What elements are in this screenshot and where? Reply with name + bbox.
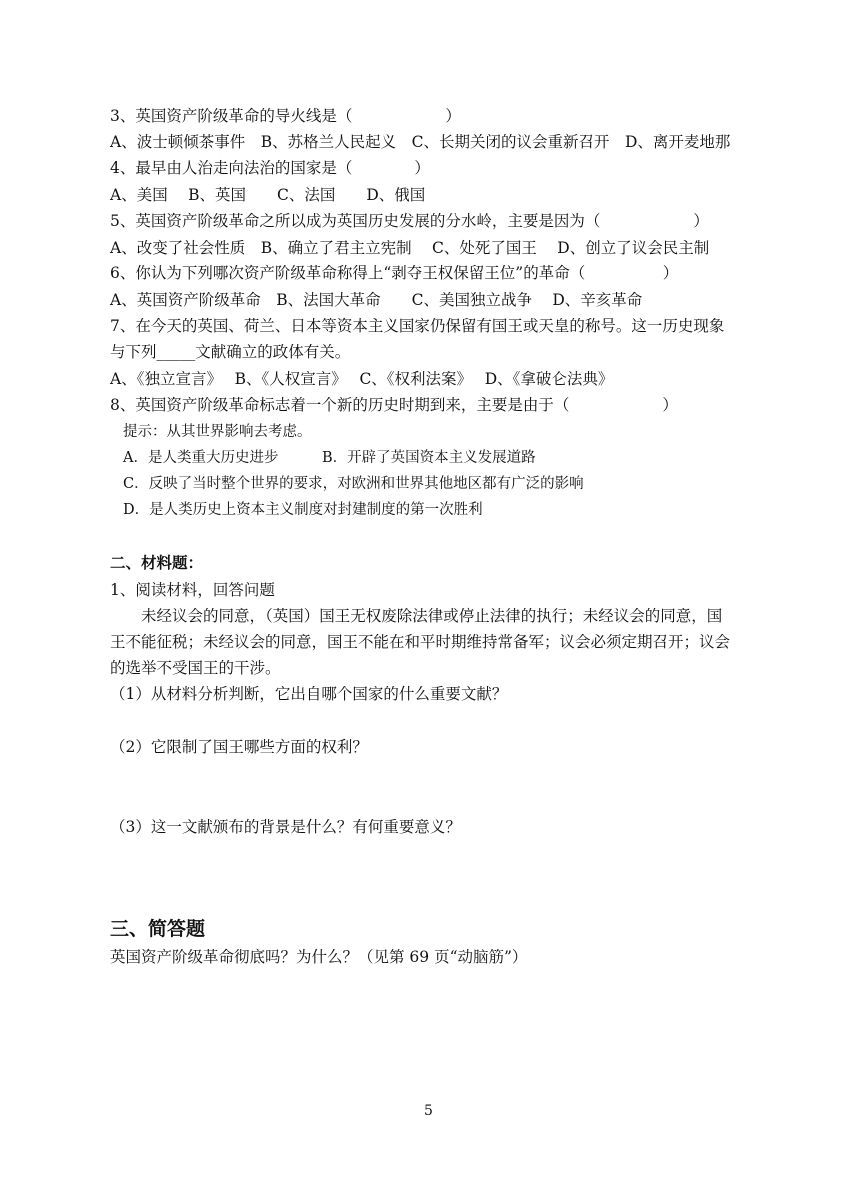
q5-options: A、改变了社会性质 B、确立了君主立宪制 C、处死了国王 D、创立了议会民主制 — [110, 239, 710, 257]
q6-text: 6、你认为下列哪次资产阶级革命称得上“剥夺王权保留王位”的革命（ ） — [110, 264, 679, 282]
q8-option-d: D．是人类历史上资本主义制度对封建制度的第一次胜利 — [123, 502, 483, 518]
page-number: 5 — [424, 1103, 433, 1119]
section3-title: 三、简答题 — [110, 918, 206, 940]
q8-option-c: C．反映了当时整个世界的要求，对欧洲和世界其他地区都有广泛的影响 — [123, 476, 584, 492]
q8-hint: 提示：从其世界影响去考虑。 — [123, 424, 312, 440]
q3-options: A、波士顿倾茶事件 B、苏格兰人民起义 C、长期关闭的议会重新召开 D、离开麦地那 — [110, 133, 731, 151]
section3-question: 英国资产阶级革命彻底吗？为什么？（见第 69 页“动脑筋”） — [110, 948, 528, 966]
material-line3: 的选举不受国王的干涉。 — [110, 659, 281, 677]
q4-text: 4、最早由人治走向法治的国家是（ ） — [110, 159, 430, 177]
q8-option-a-b: A．是人类重大历史进步 B．开辟了英国资本主义发展道路 — [123, 450, 536, 466]
sub-question-3: （3）这一文献颁布的背景是什么？有何重要意义？ — [110, 818, 461, 836]
section2-title: 二、材料题： — [110, 553, 204, 572]
q7-text-line1: 7、在今天的英国、荷兰、日本等资本主义国家仍保留有国王或天皇的称号。这一历史现象 — [110, 317, 725, 335]
q7-options: A、《独立宣言》 B、《人权宣言》 C、《权利法案》 D、《拿破仑法典》 — [110, 370, 614, 388]
q4-options: A、美国 B、英国 C、法国 D、俄国 — [110, 186, 426, 204]
section2-item1: 1、阅读材料，回答问题 — [110, 581, 275, 599]
q8-text: 8、英国资产阶级革命标志着一个新的历史时期到来，主要是由于（ ） — [110, 396, 678, 414]
q5-text: 5、英国资产阶级革命之所以成为英国历史发展的分水岭，主要是因为（ ） — [110, 212, 709, 230]
q6-options: A、英国资产阶级革命 B、法国大革命 C、美国独立战争 D、辛亥革命 — [110, 291, 643, 309]
sub-question-2: （2）它限制了国王哪些方面的权利？ — [110, 738, 368, 756]
sub-question-1: （1）从材料分析判断，它出自哪个国家的什么重要文献？ — [110, 685, 508, 703]
material-line2: 王不能征税；未经议会的同意，国王不能在和平时期维持常备军；议会必须定期召开；议会 — [110, 633, 731, 651]
q7-text-line2: 与下列_____文献确立的政体有关。 — [110, 343, 351, 361]
material-line1: 未经议会的同意，（英国）国王无权废除法律或停止法律的执行；未经议会的同意，国 — [110, 607, 723, 625]
q3-text: 3、英国资产阶级革命的导火线是（ ） — [110, 107, 461, 125]
